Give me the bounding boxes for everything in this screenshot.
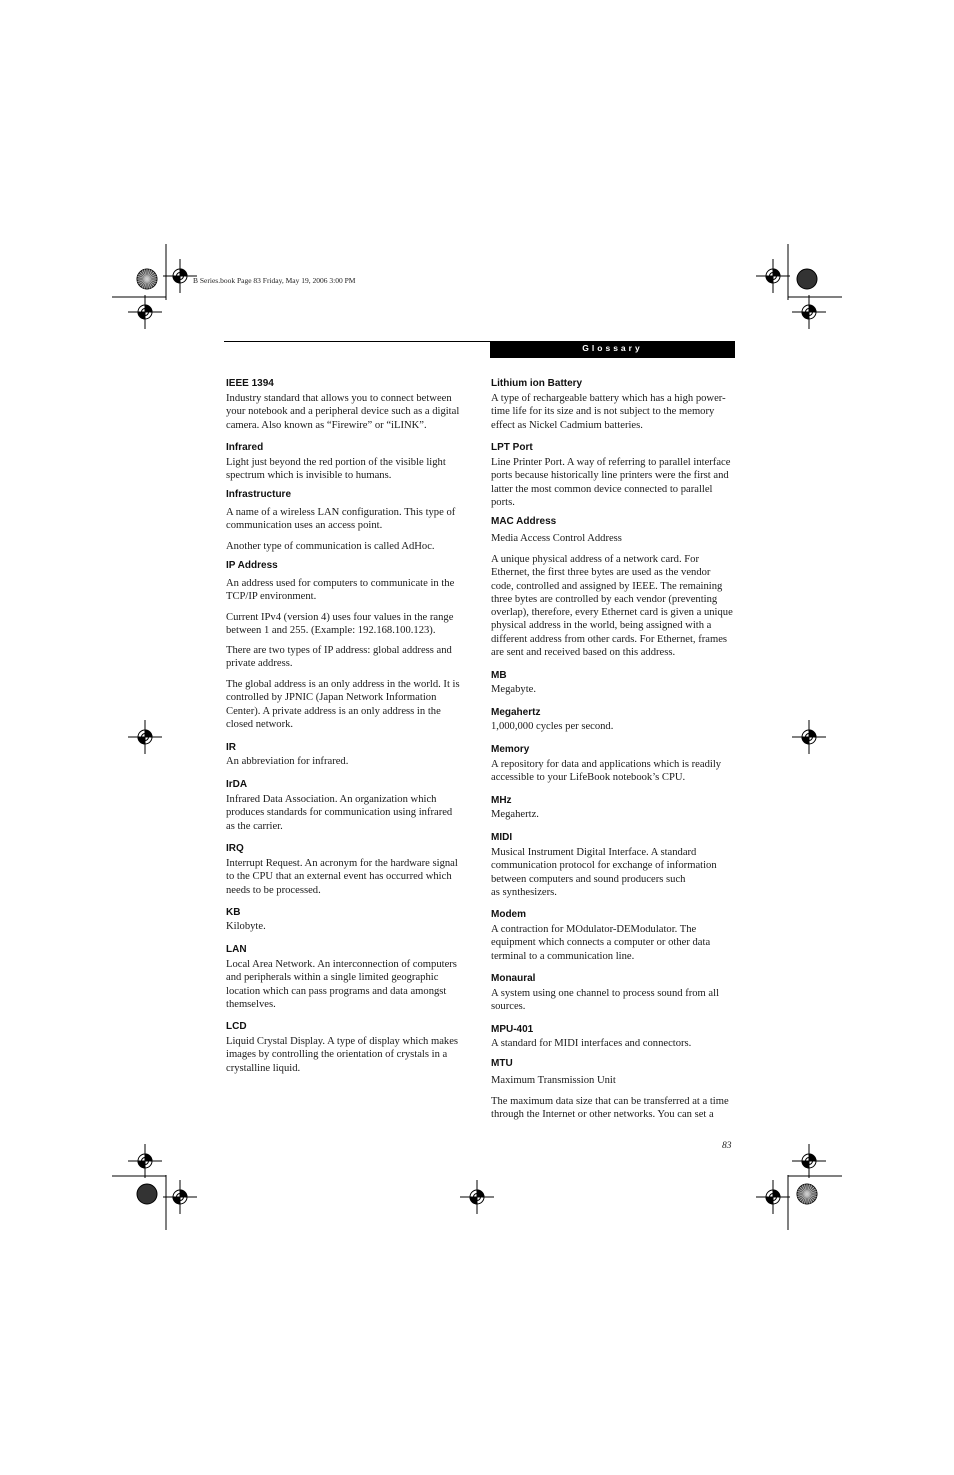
registration-crosshair bbox=[128, 720, 162, 754]
glossary-term: MIDI bbox=[491, 832, 513, 843]
glossary-definition: Megabyte. bbox=[491, 684, 537, 695]
glossary-definition: There are two types of IP address: global address and private address. bbox=[226, 645, 452, 670]
glossary-definition: Kilobyte. bbox=[226, 921, 266, 932]
glossary-definition: Industry standard that allows you to connect between your notebook and a peripheral device such as a digital camera. Also known as “Firewire” or “iLINK”. bbox=[226, 393, 460, 431]
glossary-definition: Another type of communication is called AdHoc. bbox=[226, 541, 435, 552]
registration-crosshair bbox=[756, 1180, 790, 1214]
glossary-term: MHz bbox=[491, 795, 512, 806]
glossary-definition: The global address is an only address in the world. It is controlled by JPNIC (Japan Network Information Center). A private address is an only address in the closed network. bbox=[226, 679, 460, 730]
glossary-definition: A unique physical address of a network card. For Ethernet, the first three bytes are used as the vendor code, controlled and assigned by IEEE. The remaining three bytes are controlled by each vendor (preventing overlap), therefore, every Ethernet card is given a unique physical address in the world, being assigned with a different address from other cards. For Ethernet, frames are sent and received based on this address. bbox=[491, 554, 733, 659]
glossary-definition: An address used for computers to communicate in the TCP/IP environment. bbox=[226, 578, 455, 603]
glossary-definition: The maximum data size that can be transferred at a time through the Internet or other networks. You can set a bbox=[491, 1096, 729, 1121]
glossary-definition: A system using one channel to process sound from all sources. bbox=[491, 988, 720, 1013]
registration-crosshair bbox=[792, 295, 826, 329]
glossary-definition: Light just beyond the red portion of the visible light spectrum which is invisible to humans. bbox=[226, 457, 446, 482]
page-number: 83 bbox=[722, 1141, 732, 1151]
glossary-term: MAC Address bbox=[491, 516, 557, 527]
registration-disc bbox=[797, 1184, 817, 1204]
glossary-definition: A standard for MIDI interfaces and connectors. bbox=[491, 1038, 692, 1049]
registration-crosshair bbox=[163, 1180, 197, 1214]
glossary-definition: Megahertz. bbox=[491, 809, 539, 820]
glossary-term: Memory bbox=[491, 744, 530, 755]
glossary-term: Monaural bbox=[491, 973, 536, 984]
glossary-term: IrDA bbox=[226, 779, 248, 790]
glossary-term: MB bbox=[491, 670, 507, 681]
glossary-term: MPU-401 bbox=[491, 1024, 534, 1035]
glossary-term: LAN bbox=[226, 944, 247, 955]
glossary-term: Lithium ion Battery bbox=[491, 378, 583, 389]
glossary-term: LPT Port bbox=[491, 442, 533, 453]
glossary-definition: Line Printer Port. A way of referring to parallel interface ports because historically line printers were the first and latter the most common device connected to parallel ports. bbox=[491, 457, 731, 508]
glossary-definition: A repository for data and applications which is readily accessible to your LifeBook notebook’s CPU. bbox=[491, 759, 722, 784]
registration-disc bbox=[137, 269, 157, 289]
glossary-term: MTU bbox=[491, 1058, 513, 1069]
glossary-definition: Media Access Control Address bbox=[491, 533, 622, 544]
glossary-definition: 1,000,000 cycles per second. bbox=[491, 721, 614, 732]
glossary-definition: Infrared Data Association. An organization which produces standards for communication using infrared as the carrier. bbox=[226, 794, 453, 832]
header-rule bbox=[224, 341, 490, 342]
glossary-definition: Local Area Network. An interconnection of computers and peripherals within a single limited geographic location which can pass programs and data amongst themselves. bbox=[226, 959, 457, 1010]
glossary-definition: Interrupt Request. An acronym for the hardware signal to the CPU that an external event has occurred which needs to be processed. bbox=[226, 858, 458, 896]
glossary-term: Megahertz bbox=[491, 707, 541, 718]
glossary-definition: A contraction for MOdulator-DEModulator. The equipment which connects a computer or other data terminal to a communication line. bbox=[491, 924, 711, 962]
glossary-term: Infrastructure bbox=[226, 489, 292, 500]
book-slug-line: B Series.book Page 83 Friday, May 19, 2006 3:00 PM bbox=[193, 276, 356, 285]
glossary-definition: An abbreviation for infrared. bbox=[226, 756, 349, 767]
registration-crosshair bbox=[460, 1180, 494, 1214]
glossary-definition: A type of rechargeable battery which has a high power- time life for its size and is not subject to the memory effect as Nickel Cadmium batteries. bbox=[491, 393, 726, 431]
glossary-term: IP Address bbox=[226, 560, 278, 571]
glossary-term: IRQ bbox=[226, 843, 244, 854]
glossary-term: Modem bbox=[491, 909, 526, 920]
banner-label: Glossary bbox=[582, 343, 643, 353]
registration-crosshair bbox=[756, 259, 790, 293]
glossary-term: KB bbox=[226, 907, 241, 918]
registration-crosshair bbox=[128, 1144, 162, 1178]
registration-crosshair bbox=[792, 720, 826, 754]
glossary-term: Infrared bbox=[226, 442, 264, 453]
registration-crosshair bbox=[163, 259, 197, 293]
glossary-definition: Maximum Transmission Unit bbox=[491, 1075, 616, 1086]
registration-crosshair bbox=[792, 1144, 826, 1178]
glossary-definition: Liquid Crystal Display. A type of display which makes images by controlling the orientation of crystals in a crystalline liquid. bbox=[226, 1036, 459, 1074]
glossary-banner bbox=[490, 341, 735, 358]
registration-crosshair bbox=[128, 295, 162, 329]
glossary-definition: Musical Instrument Digital Interface. A standard communication protocol for exchange of information between computers and sound producers such as synthesizers. bbox=[491, 847, 717, 898]
glossary-definition: A name of a wireless LAN configuration. This type of communication uses an access point. bbox=[226, 507, 456, 532]
registration-disc bbox=[797, 269, 817, 289]
glossary-term: IEEE 1394 bbox=[226, 378, 274, 389]
glossary-term: LCD bbox=[226, 1021, 247, 1032]
glossary-definition: Current IPv4 (version 4) uses four values in the range between 1 and 255. (Example: 192.168.100.123). bbox=[226, 612, 454, 637]
glossary-term: IR bbox=[226, 742, 236, 753]
registration-disc bbox=[137, 1184, 157, 1204]
